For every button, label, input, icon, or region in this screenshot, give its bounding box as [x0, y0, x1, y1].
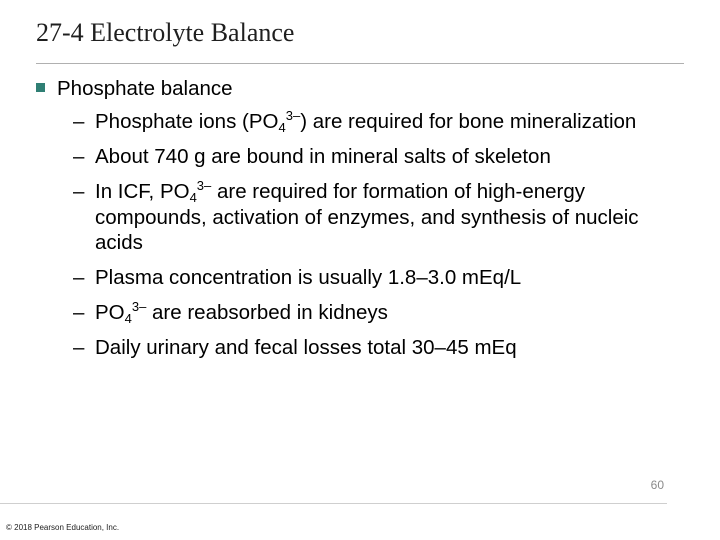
list-item-text: Phosphate ions $(PO_4^{3-})$ are required for bone mineralization: [95, 108, 637, 135]
page-number: 60: [650, 478, 664, 492]
dash-bullet: –: [73, 301, 85, 324]
sub-bullet-list: [73, 109, 683, 370]
dash-bullet: –: [73, 145, 85, 168]
list-item-text: Plasma concentration is usually 1.8–3.0 mEq/L: [95, 266, 522, 289]
list-item-text: Daily urinary and fecal losses total 30–45 mEq: [95, 336, 517, 359]
dash-bullet: –: [73, 336, 85, 359]
copyright-notice: © 2018 Pearson Education, Inc.: [6, 523, 120, 532]
phosphate-formula: $PO_4^{3-}$: [159, 178, 212, 205]
main-bullet: [36, 75, 233, 102]
phosphate-formula: $PO_4^{3-}$: [248, 108, 301, 135]
phosphate-formula: $PO_4^{3-}$: [95, 299, 147, 326]
title-divider: [36, 63, 684, 64]
list-item: [73, 109, 683, 135]
list-item-text: In ICF, $PO_4^{3-}$ are required for formation of high-energy compounds, activation of enzymes, and synthesis of nucleic acids: [95, 178, 639, 254]
main-bullet-label: Phosphate balance: [57, 77, 233, 100]
list-item: [73, 300, 683, 326]
list-item: [73, 144, 683, 170]
list-item: [73, 335, 683, 361]
list-item: [73, 179, 683, 256]
footer-divider: [0, 503, 667, 504]
dash-bullet: –: [73, 266, 85, 289]
dash-bullet: –: [73, 110, 85, 133]
list-item-text: About 740 g are bound in mineral salts of skeleton: [95, 145, 551, 168]
slide-title: 27-4 Electrolyte Balance: [36, 18, 295, 47]
list-item: [73, 265, 683, 291]
square-bullet-icon: [36, 83, 45, 92]
list-item-text: $PO_4^{3-}$ are reabsorbed in kidneys: [95, 299, 388, 326]
dash-bullet: –: [73, 180, 85, 203]
